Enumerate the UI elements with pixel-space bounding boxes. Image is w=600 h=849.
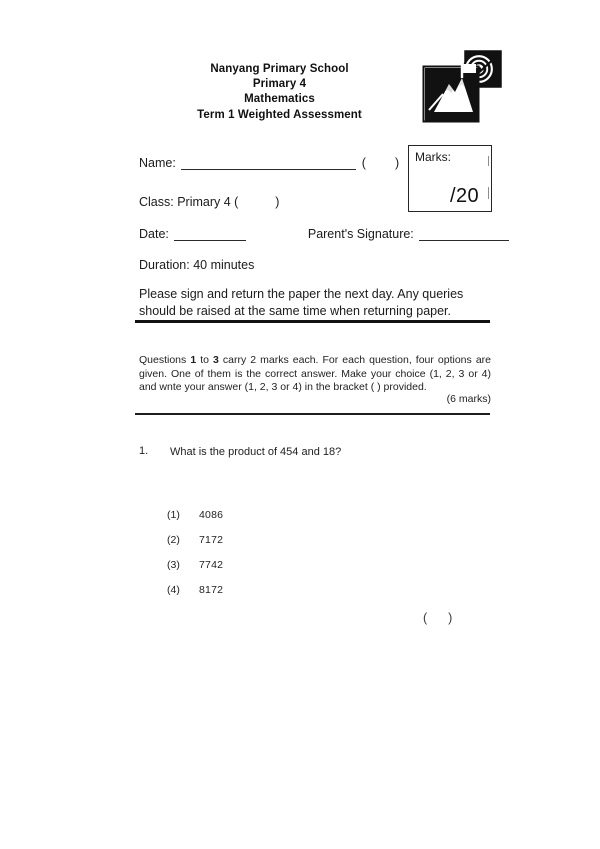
option-row[interactable] xyxy=(167,509,387,534)
marks-box-tick-lower xyxy=(488,187,489,199)
duration-label: Duration: 40 minutes xyxy=(139,258,255,272)
signature-label: Parent's Signature: xyxy=(307,227,414,241)
assessment-name: Term 1 Weighted Assessment xyxy=(197,108,362,121)
instructions-bold-1: 1 xyxy=(190,354,197,366)
marks-total: /20 xyxy=(449,185,479,207)
class-label: Class: Primary 4 ( xyxy=(139,195,239,209)
question-options xyxy=(167,509,387,609)
paper-title-block xyxy=(152,62,407,123)
level-name: Primary 4 xyxy=(252,78,307,91)
section-marks-note: (6 marks) xyxy=(446,393,491,405)
option-key: (2) xyxy=(167,534,180,546)
school-name: Nanyang Primary School xyxy=(210,63,349,75)
instructions-bold-2: 3 xyxy=(213,354,219,366)
name-index-close-paren: ) xyxy=(394,156,400,170)
marks-box-tick-upper xyxy=(488,156,489,166)
name-index-open-paren: ( xyxy=(361,156,366,170)
option-key: (1) xyxy=(167,509,180,521)
date-signature-row xyxy=(139,227,511,241)
subject-name: Mathematics xyxy=(244,93,315,106)
date-input-line[interactable] xyxy=(174,227,246,241)
option-row[interactable] xyxy=(167,559,387,584)
signature-input-line[interactable] xyxy=(419,227,509,241)
option-value: 7172 xyxy=(199,534,224,546)
school-logo xyxy=(419,50,503,132)
name-label: Name: xyxy=(139,156,176,170)
name-input-line[interactable] xyxy=(181,156,356,170)
answer-close-paren: ) xyxy=(448,611,454,625)
marks-label: Marks: xyxy=(415,150,451,164)
instructions-segment-3: carry 2 marks each. For each question, four options are given. One of them is the correct answer. Make your choice (1, 2, 3 or 4) and wnte your answer (1, 2, 3 or 4) in the bracket ( ) provided. xyxy=(139,354,491,394)
option-value: 8172 xyxy=(199,584,224,596)
question-text: What is the product of 454 and 18? xyxy=(170,446,342,458)
option-key: (3) xyxy=(167,559,180,571)
name-field-row xyxy=(139,156,399,170)
option-row[interactable] xyxy=(167,584,387,609)
answer-open-paren: ( xyxy=(423,611,429,625)
option-key: (4) xyxy=(167,584,180,596)
mountain-flag-icon xyxy=(424,64,480,122)
class-close-paren: ) xyxy=(275,195,280,209)
divider-thick xyxy=(135,320,490,323)
option-value: 4086 xyxy=(199,509,224,521)
answer-bracket xyxy=(423,611,453,625)
instructions-segment-2: to xyxy=(196,354,214,366)
class-field-row xyxy=(139,195,279,209)
option-value: 7742 xyxy=(199,559,224,571)
instructions-segment-1: Questions xyxy=(139,354,191,366)
marks-box xyxy=(408,145,492,212)
instructions-paragraph xyxy=(139,354,491,395)
divider-thin xyxy=(135,413,490,415)
date-label: Date: xyxy=(139,227,169,241)
sign-return-notice: Please sign and return the paper the next day. Any queries should be raised at the same time when returning paper. xyxy=(139,287,464,318)
option-row[interactable] xyxy=(167,534,387,559)
question-number: 1. xyxy=(139,445,149,457)
